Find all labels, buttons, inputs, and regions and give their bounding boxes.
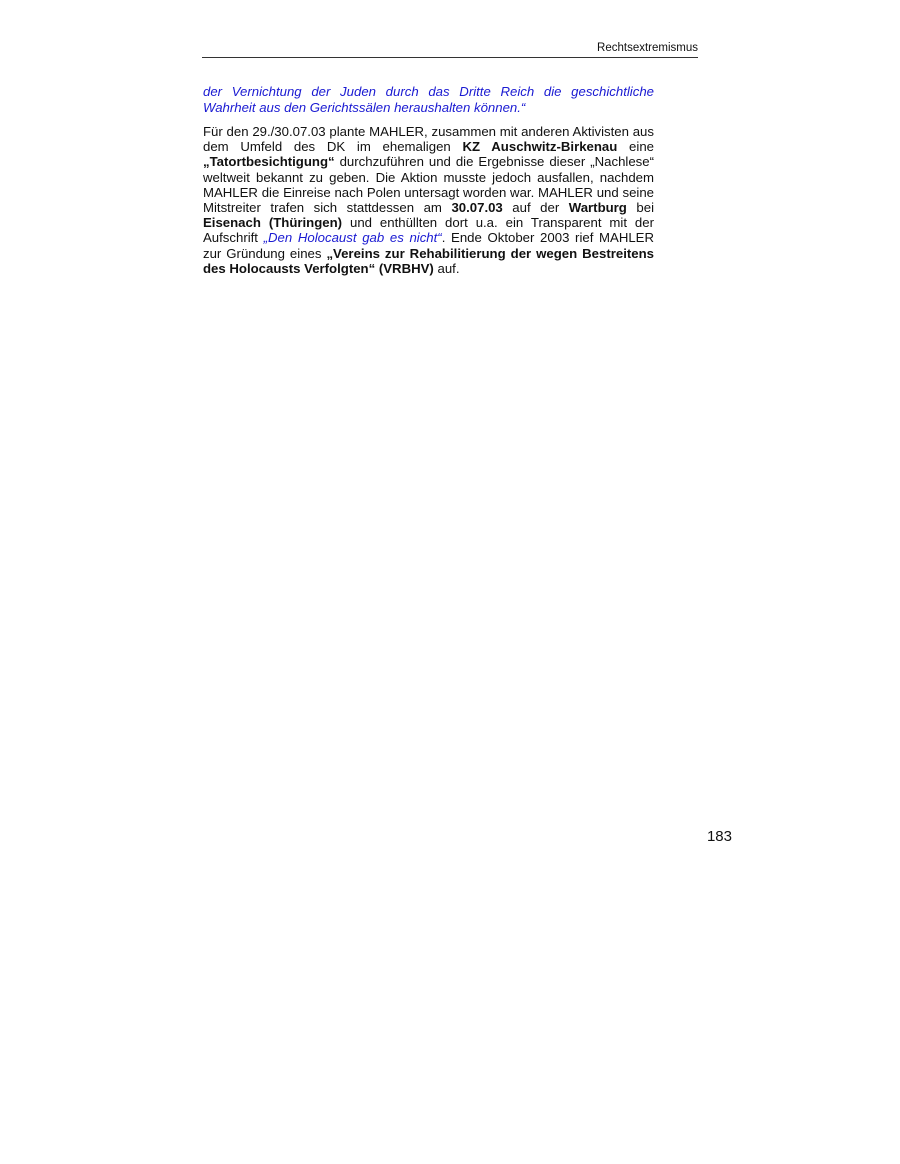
emphasis-eisenach: Eisenach (Thüringen) (203, 215, 343, 231)
emphasis-auschwitz: KZ Auschwitz-Birkenau (462, 139, 618, 155)
emphasis-tatortbesichtigung: „Tatortbesichtigung“ (203, 154, 335, 170)
body-paragraph (203, 124, 654, 276)
emphasis-date: 30.07.03 (451, 200, 503, 216)
paragraph-text: bei (626, 200, 654, 216)
page-number: 183 (706, 828, 732, 845)
paragraph-text: durchzuführen und die Ergebnisse dieser „Nachlese“ weltweit bekannt zu geben. Die Aktion musste jedoch ausfallen, nachdem MAHLER die Einreise nach Polen untersagt worden war. MAHLER und seine Mitstreiter trafen sich stattdessen am (203, 154, 654, 216)
paragraph-text: eine (617, 139, 654, 155)
quote-continuation: der Vernichtung der Juden durch das Dritte Reich die geschichtliche Wahrheit aus den Gerichtssälen heraushalten können.“ (203, 84, 654, 115)
paragraph-text: . Ende Oktober 2003 rief MAHLER zur Gründung eines (203, 230, 655, 261)
paragraph-text: und enthüllten dort u.a. ein Transparent mit der Aufschrift (203, 215, 654, 246)
banner-quote: „Den Holocaust gab es nicht“ (263, 230, 442, 246)
running-header: Rechtsextremismus (202, 40, 698, 58)
paragraph-text: auf der (502, 200, 569, 216)
emphasis-wartburg: Wartburg (568, 200, 627, 216)
emphasis-vrbhv: „Vereins zur Rehabilitierung der wegen Bestreitens des Holocausts Verfolgten“ (VRBHV) (203, 245, 654, 276)
paragraph-text: auf. (433, 260, 460, 276)
paragraph-text: Für den 29./30.07.03 plante MAHLER, zusammen mit anderen Aktivisten aus dem Umfeld des DK im ehemaligen (203, 124, 654, 155)
